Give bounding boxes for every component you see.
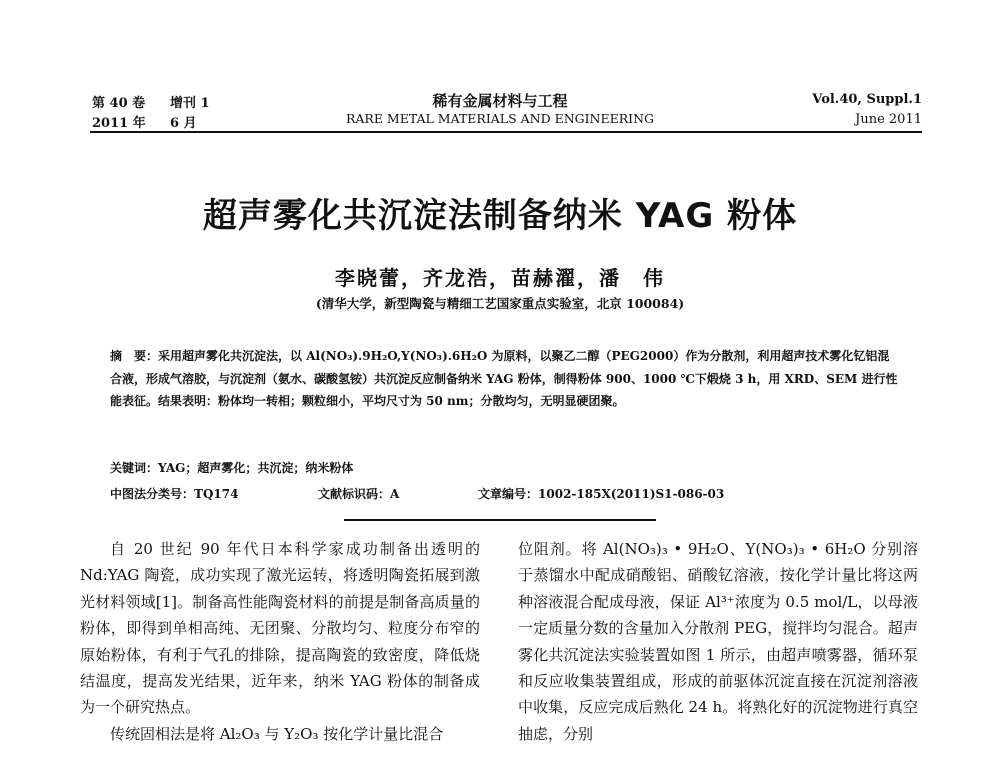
keywords-label: 关键词： [110,461,159,475]
keywords [110,459,353,476]
keywords-text: YAG；超声雾化；共沉淀；纳米粉体 [158,461,354,475]
abstract-label: 摘 要： [110,349,159,363]
issue-label: 增刊 1 [170,96,210,111]
body-column-left [80,536,480,747]
article-label: 文章编号： [478,487,539,501]
body-paragraph: 位阻剂。将 Al(NO₃)₃ • 9H₂O、Y(NO₃)₃ • 6H₂O 分别溶于蒸馏水中配成硝酸铝、硝酸钇溶液，按化学计量比将这两种溶液混合配成母液，保证 Al³⁺浓度为 0.5 mol/L，以母液一定质量分数的含量加入分散剂 PEG，搅拌均匀混合。超声雾化共沉淀法实验装置如图 1 所示，由超声喷雾器，循环泵和反应收集装置组成，形成的前驱体沉淀直接在沉淀剂溶液中收集，反应完成后熟化 24 h。将熟化好的沉淀物进行真空抽虑，分别 [518,540,918,743]
body-paragraph: 自 20 世纪 90 年代日本科学家成功制备出透明的 Nd:YAG 陶瓷，成功实现了激光运转，将透明陶瓷拓展到激光材料领域[1]。制备高性能陶瓷材料的前提是制备高质量的粉体，即得到单相高纯、无团聚、分散均匀、粒度分布窄的原始粉体，有利于气孔的排除，提高陶瓷的致密度，降低烧结温度，提高发光结果，近年来，纳米 YAG 粉体的制备成为一个研究热点。 [80,540,480,717]
abstract [110,345,900,413]
affiliation: (清华大学，新型陶瓷与精细工艺国家重点实验室，北京 100084) [315,296,685,311]
volume-label: 第 40 卷 [92,96,146,111]
volume-en: Vol.40, Suppl.1 [812,92,922,107]
article-number [478,485,724,502]
journal-title-en: RARE METAL MATERIALS AND ENGINEERING [345,111,655,126]
doc-code [318,485,399,502]
authors: 李晓蕾，齐龙浩，苗赫濯，潘 伟 [335,266,665,290]
clc-label: 中图法分类号： [110,487,195,501]
body-paragraph: 传统固相法是将 Al₂O₃ 与 Y₂O₃ 按化学计量比混合 [110,724,444,743]
section-divider [344,519,656,521]
date-en: June 2011 [855,112,922,127]
doc-value: A [390,487,400,501]
journal-title-cn: 稀有金属材料与工程 [432,92,568,110]
body-column-right [518,536,918,747]
doc-label: 文献标识码： [318,487,391,501]
header-rule [90,131,922,133]
article-value: 1002-185X(2011)S1-086-03 [538,487,725,501]
clc-value: TQ174 [194,487,239,501]
month-label: 6 月 [170,116,197,131]
abstract-text: 采用超声雾化共沉淀法，以 Al(NO₃).9H₂O,Y(NO₃).6H₂O 为原料，以聚乙二醇（PEG2000）作为分散剂，利用超声技术雾化钇铝混合液，形成气溶胶，与沉淀剂（氨水、碳酸氢铵）共沉淀反应制备纳米 YAG 粉体，制得粉体 900、1000 ℃下煅烧 3 h，用 XRD、SEM 进行性能表征。结果表明：粉体均一转相；颗粒细小，平均尺寸为 50 nm；分散均匀，无明显硬团聚。 [110,349,898,409]
paper-title: 超声雾化共沉淀法制备纳米 YAG 粉体 [202,196,798,236]
year-label: 2011 年 [92,116,146,131]
clc-code [110,485,238,502]
